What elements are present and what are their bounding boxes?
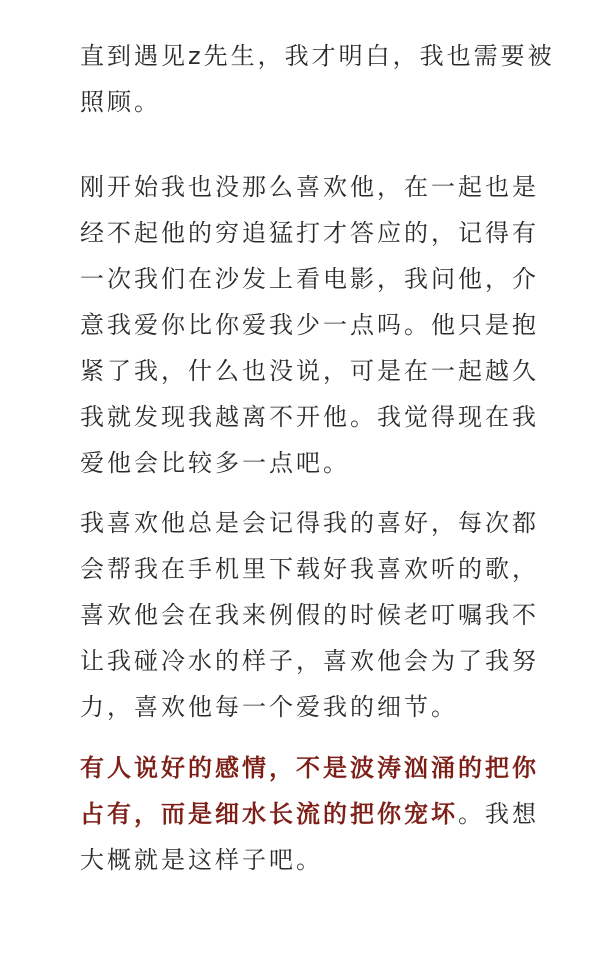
text-segment: 。我想	[458, 800, 539, 828]
text-line	[80, 791, 539, 837]
text-line: 会帮我在手机里下载好我喜欢听的歌，	[80, 555, 539, 583]
text-line: 经不起他的穷追猛打才答应的，记得有	[80, 219, 539, 247]
text-line: 紧了我，什么也没说，可是在一起越久	[80, 357, 539, 385]
text-line: 我就发现我越离不开他。我觉得现在我	[80, 403, 539, 431]
paragraph-1	[80, 33, 555, 125]
paragraph-4-quote	[80, 745, 539, 883]
text-line: 让我碰冷水的样子，喜欢他会为了我努	[80, 647, 539, 675]
text-line: 喜欢他会在我来例假的时候老叮嘱我不	[80, 601, 539, 629]
text-line: 力，喜欢他每一个爱我的细节。	[80, 693, 458, 721]
paragraph-3	[80, 500, 539, 730]
highlighted-quote-line: 有人说好的感情，不是波涛汹涌的把你	[80, 754, 539, 782]
text-line: 意我爱你比你爱我少一点吗。他只是抱	[80, 311, 539, 339]
text-line: 一次我们在沙发上看电影，我问他，介	[80, 265, 539, 293]
paragraph-2	[80, 164, 539, 486]
text-line: 大概就是这样子吧。	[80, 846, 323, 874]
text-line: 我喜欢他总是会记得我的喜好，每次都	[80, 509, 539, 537]
text-line: 照顾。	[80, 88, 161, 116]
text-line: 爱他会比较多一点吧。	[80, 449, 350, 477]
text-line: 直到遇见z先生，我才明白，我也需要被	[80, 42, 555, 70]
highlighted-quote-segment: 占有，而是细水长流的把你宠坏	[80, 800, 458, 828]
text-line: 刚开始我也没那么喜欢他，在一起也是	[80, 173, 539, 201]
